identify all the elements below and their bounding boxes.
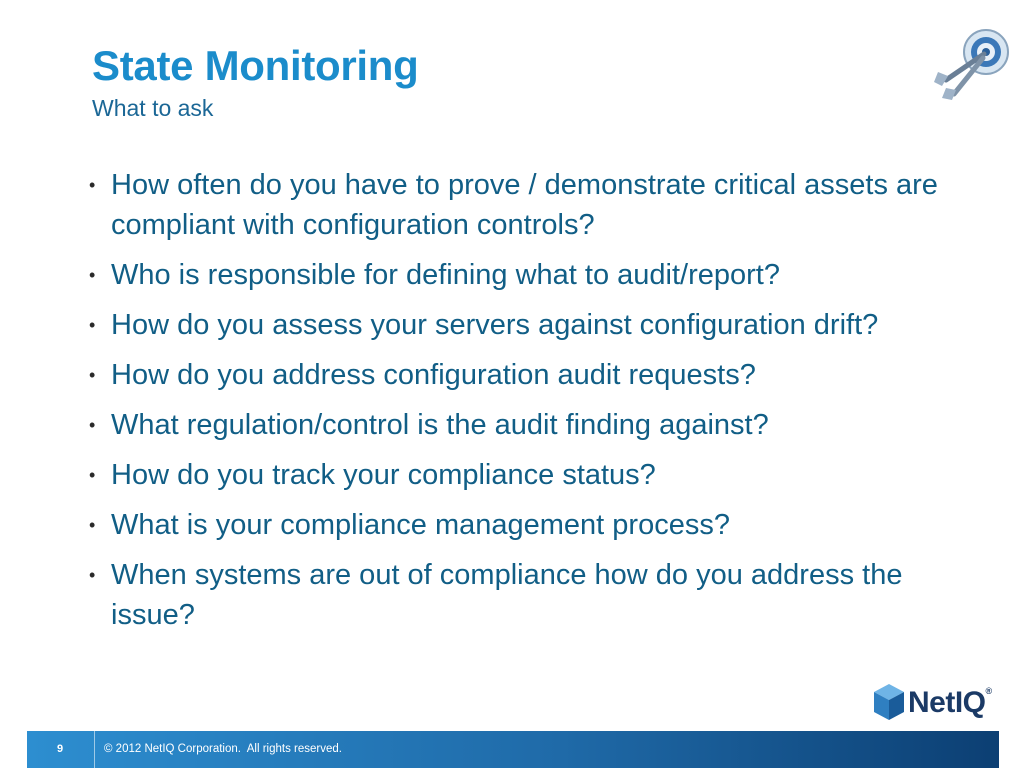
bullet-item bbox=[87, 255, 957, 295]
bullet-text: How often do you have to prove / demonstrate critical assets are compliant with configuration controls? bbox=[111, 169, 938, 241]
page-number: 9 bbox=[56, 743, 64, 755]
bullet-list bbox=[87, 165, 957, 645]
bullet-text: How do you track your compliance status? bbox=[111, 459, 656, 491]
slide-subtitle: What to ask bbox=[92, 95, 214, 121]
logo-text: NetIQ bbox=[908, 686, 986, 719]
bullet-text: What regulation/control is the audit finding against? bbox=[111, 409, 769, 441]
bullet-dot-icon: • bbox=[89, 175, 96, 195]
copyright-text: © 2012 NetIQ Corporation. All rights reserved. bbox=[104, 743, 342, 755]
bullet-dot-icon: • bbox=[89, 465, 96, 485]
target-with-darts-icon bbox=[930, 28, 1016, 104]
bullet-item bbox=[87, 355, 957, 395]
slide-title: State Monitoring bbox=[92, 42, 419, 89]
bullet-text: When systems are out of compliance how do you address the issue? bbox=[111, 559, 903, 631]
bullet-dot-icon: • bbox=[89, 315, 96, 335]
bullet-item bbox=[87, 305, 957, 345]
bullet-item bbox=[87, 165, 957, 245]
netiq-logo bbox=[908, 686, 992, 720]
netiq-cube-icon bbox=[872, 682, 906, 722]
bullet-dot-icon: • bbox=[89, 415, 96, 435]
footer-bar bbox=[27, 731, 999, 768]
bullet-text: How do you assess your servers against configuration drift? bbox=[111, 309, 879, 341]
bullet-dot-icon: • bbox=[89, 515, 96, 535]
bullet-item bbox=[87, 455, 957, 495]
bullet-dot-icon: • bbox=[89, 265, 96, 285]
bullet-text: Who is responsible for defining what to audit/report? bbox=[111, 259, 780, 291]
bullet-item bbox=[87, 555, 957, 635]
bullet-dot-icon: • bbox=[89, 565, 96, 585]
logo-registered-mark: ® bbox=[985, 686, 992, 696]
bullet-text: What is your compliance management process? bbox=[111, 509, 730, 541]
bullet-dot-icon: • bbox=[89, 365, 96, 385]
bullet-item bbox=[87, 505, 957, 545]
footer-divider bbox=[94, 731, 95, 768]
bullet-text: How do you address configuration audit requests? bbox=[111, 359, 756, 391]
bullet-item bbox=[87, 405, 957, 445]
